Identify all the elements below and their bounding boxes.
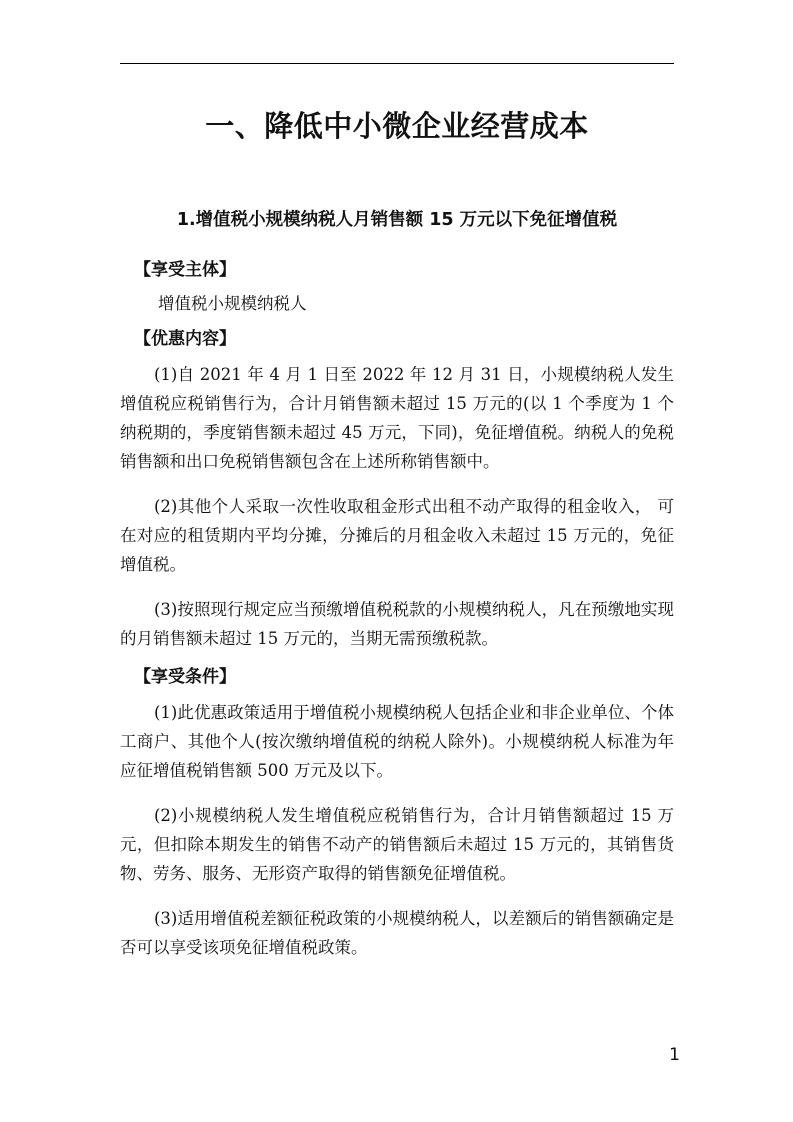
benefit-paragraph-1: (1)自 2021 年 4 月 1 日至 2022 年 12 月 31 日，小规模纳税人发生增值税应税销售行为，合计月销售额未超过 15 万元的(以 1 个季度为 1 个纳税期的，季度销售额未超过 45 万元，下同)，免征增值税。纳税人的免税销售额和出口免税销售额包含在上述所称销售额中。 bbox=[120, 365, 674, 471]
page-title: 一、降低中小微企业经营成本 bbox=[205, 109, 589, 143]
heading-eligible-subject: 【享受主体】 bbox=[134, 260, 236, 280]
condition-paragraph-2: (2)小规模纳税人发生增值税应税销售行为，合计月销售额超过 15 万元，但扣除本期发生的销售不动产的销售额后未超过 15 万元的，其销售货物、劳务、服务、无形资产取得的销售额免征增值税。 bbox=[120, 806, 674, 883]
section-title: 1.增值税小规模纳税人月销售额 15 万元以下免征增值税 bbox=[176, 210, 618, 230]
condition-paragraph-1: (1)此优惠政策适用于增值税小规模纳税人包括企业和非企业单位、个体工商户、其他个人(按次缴纳增值税的纳税人除外)。小规模纳税人标准为年应征增值税销售额 500 万元及以下。 bbox=[120, 703, 674, 780]
condition-paragraph-3: (3)适用增值税差额征税政策的小规模纳税人，以差额后的销售额确定是否可以享受该项免征增值税政策。 bbox=[120, 909, 674, 957]
benefit-paragraph-3: (3)按照现行规定应当预缴增值税税款的小规模纳税人，凡在预缴地实现的月销售额未超过 15 万元的，当期无需预缴税款。 bbox=[120, 600, 674, 648]
header-rule bbox=[120, 63, 674, 64]
eligible-subject-text: 增值税小规模纳税人 bbox=[158, 294, 307, 313]
document-body bbox=[120, 253, 674, 978]
heading-benefit-content: 【优惠内容】 bbox=[134, 329, 236, 349]
heading-conditions: 【享受条件】 bbox=[134, 667, 236, 687]
benefit-paragraph-2: (2)其他个人采取一次性收取租金形式出租不动产取得的租金收入， 可在对应的租赁期内平均分摊，分摊后的月租金收入未超过 15 万元的，免征增值税。 bbox=[120, 497, 674, 574]
page-number: 1 bbox=[669, 1045, 680, 1065]
